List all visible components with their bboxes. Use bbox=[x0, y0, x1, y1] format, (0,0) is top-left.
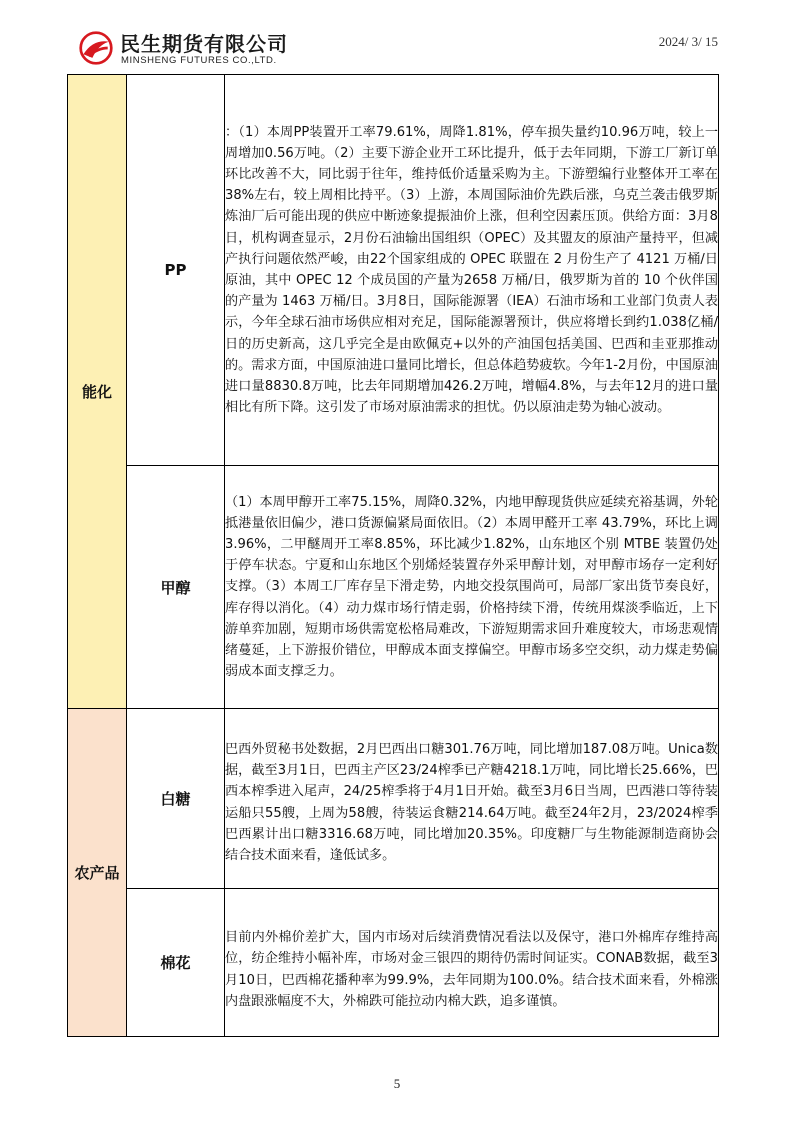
table-row bbox=[68, 889, 719, 1037]
analysis-text-cotton: 目前内外棉价差扩大，国内市场对后续消费情况看法以及保守，港口外棉库存维持高位，纺企维持小幅补库，市场对金三银四的期待仍需时间证实。CONAB数据，截至3月10日，巴西棉花播种率为99.9%，去年同期为100.0%。结合技术面来看，外棉涨内盘跟涨幅度不大，外棉跌可能拉动内棉大跌，追多谨慎。 bbox=[225, 889, 719, 1037]
analysis-text-methanol: （1）本周甲醇开工率75.15%，周降0.32%，内地甲醇现货供应延续充裕基调，外轮抵港量依旧偏少，港口货源偏紧局面依旧。（2）本周甲醛开工率 43.79%，环比上调3.96%，二甲醚周开工率8.85%，环比减少1.82%，山东地区个别 MTBE 装置仍处于停车状态。宁夏和山东地区个别烯烃装置存外采甲醇计划，对甲醇市场存一定利好支撑。（3）本周工厂库存呈下滑走势，内地交投氛围尚可，局部厂家出货节奏良好，库存得以消化。（4）动力煤市场行情走弱，价格持续下滑，传统用煤淡季临近，上下游单弈加剧，短期市场供需宽松格局难改，下游短期需求回升难度较大，市场悲观情绪蔓延，上下游报价错位，甲醇成本面支撑偏空。甲醇市场多空交织，动力煤走势偏弱成本面支撑乏力。 bbox=[225, 466, 719, 709]
company-logo-icon bbox=[78, 30, 114, 66]
company-name-cn: 民生期货有限公司 bbox=[120, 32, 288, 56]
table-row bbox=[68, 466, 719, 709]
company-name-en: MINSHENG FUTURES CO.,LTD. bbox=[121, 55, 277, 66]
page-number: 5 bbox=[393, 1076, 401, 1091]
product-cell-cotton: 棉花 bbox=[127, 889, 225, 1037]
report-date: 2024/ 3/ 15 bbox=[658, 34, 718, 49]
product-cell-methanol: 甲醇 bbox=[127, 466, 225, 709]
sector-cell-agriculture: 农产品 bbox=[68, 709, 127, 1037]
product-cell-pp: PP bbox=[127, 75, 225, 466]
page-header bbox=[0, 0, 794, 72]
table-row bbox=[68, 75, 719, 466]
table-row bbox=[68, 709, 719, 889]
analysis-text-sugar: 巴西外贸秘书处数据，2月巴西出口糖301.76万吨，同比增加187.08万吨。Unica数据，截至3月1日，巴西主产区23/24榨季已产糖4218.1万吨，同比增长25.66%，巴西本榨季进入尾声，24/25榨季将于4月1日开始。截至3月6日当周，巴西港口等待装运船只55艘，上周为58艘，待装运食糖214.64万吨。截至24年2月，23/2024榨季巴西累计出口糖3316.68万吨，同比增加20.35%。印度糖厂与生物能源制造商协会结合技术面来看，逢低试多。 bbox=[225, 709, 719, 889]
analysis-text-pp: ：（1）本周PP装置开工率79.61%，周降1.81%，停车损失量约10.96万吨，较上一周增加0.56万吨。（2）主要下游企业开工环比提升，低于去年同期，下游工厂新订单环比改善不大，同比弱于往年，维持低价适量采购为主。下游塑编行业整体开工率在 38%左右，较上周相比持平。（3）上游，本周国际油价先跌后涨，乌克兰袭击俄罗斯炼油厂后可能出现的供应中断迹象提振油价上涨，但利空因素压顶。供给方面：3月8日，机构调查显示，2月份石油输出国组织（OPEC）及其盟友的原油产量持平，但减产执行问题依然严峻，由22个国家组成的 OPEC 联盟在 2 月份生产了 4121 万桶/日原油，其中 OPEC 12 个成员国的产量为2658 万桶/日，俄罗斯为首的 10 个伙伴国的产量为 1463 万桶/日。3月8日，国际能源署（IEA）石油市场和工业部门负责人表示，今年全球石油市场供应相对充足，国际能源署预计，供应将增长到约1.038亿桶/日的历史新高，这几乎完全是由欧佩克+以外的产油国包括美国、巴西和圭亚那推动的。需求方面，中国原油进口量同比增长，但总体趋势疲软。今年1-2月份，中国原油进口量8830.8万吨，比去年同期增加426.2万吨，增幅4.8%，与去年12月的进口量相比有所下降。这引发了市场对原油需求的担忧。仍以原油走势为轴心波动。 bbox=[225, 75, 719, 466]
commodity-table bbox=[67, 74, 719, 1037]
sector-cell-energy: 能化 bbox=[68, 75, 127, 709]
product-cell-sugar: 白糖 bbox=[127, 709, 225, 889]
